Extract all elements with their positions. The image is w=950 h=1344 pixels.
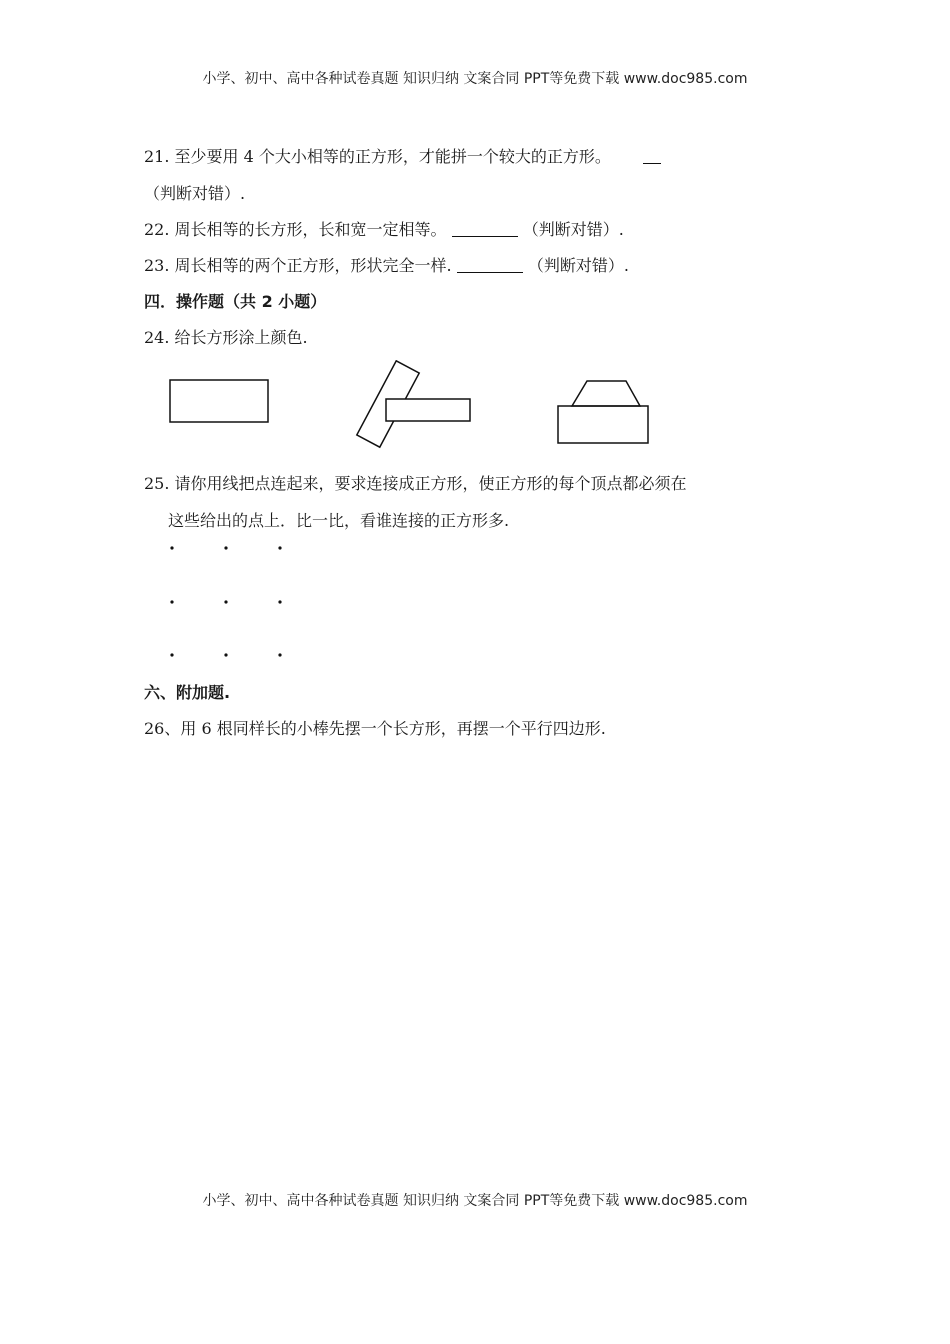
base-rectangle[interactable] [558,406,648,443]
page-footer: 小学、初中、高中各种试卷真题 知识归纳 文案合同 PPT等免费下载 www.doc985.com [202,1193,748,1209]
grid-dot[interactable] [170,653,173,656]
question-25 [144,473,687,495]
question-suffix: （判断对错）. [522,220,624,239]
question-suffix: （判断对错）. [527,256,629,275]
rectangle-figure-1[interactable] [170,380,268,422]
dot-grid [160,535,300,665]
answer-blank[interactable] [457,256,523,273]
grid-dot[interactable] [224,600,227,603]
question-25-line2: 这些给出的点上．比一比，看谁连接的正方形多. [168,511,510,530]
question-text: 给长方形涂上颜色. [174,328,308,347]
grid-dot[interactable] [170,600,173,603]
question-number: 26、 [144,719,181,738]
horizontal-rectangle[interactable] [386,399,470,421]
question-22 [144,219,624,241]
question-text: 用 6 根同样长的小棒先摆一个长方形，再摆一个平行四边形. [180,719,606,738]
grid-dot[interactable] [278,600,281,603]
section-title-4: 四．操作题（共 2 小题） [144,292,327,311]
page-header: 小学、初中、高中各种试卷真题 知识归纳 文案合同 PPT等免费下载 www.doc985.com [202,71,748,87]
overlapping-figure-2[interactable] [357,361,470,447]
section-title-6: 六、附加题. [144,683,231,702]
answer-blank[interactable] [452,220,518,237]
question-text: 周长相等的长方形，长和宽一定相等。 [174,220,447,239]
shape-figures [160,360,660,450]
question-number: 22. [144,220,170,239]
question-text-line1: 请你用线把点连起来，要求连接成正方形，使正方形的每个顶点都必须在 [174,474,687,493]
grid-dot[interactable] [224,546,227,549]
question-text: 周长相等的两个正方形，形状完全一样. [174,256,452,275]
grid-dot[interactable] [278,546,281,549]
question-number: 23. [144,256,170,275]
question-number: 24. [144,328,170,347]
question-26 [144,718,606,740]
question-number: 21. [144,147,170,166]
grid-dot[interactable] [224,653,227,656]
grid-dot[interactable] [170,546,173,549]
question-23 [144,255,629,277]
question-text: 至少要用 4 个大小相等的正方形，才能拼一个较大的正方形。 [174,147,611,166]
question-21-suffix: （判断对错）. [144,184,246,203]
question-21 [144,146,661,168]
trapezoid-shape[interactable] [572,381,640,406]
question-number: 25. [144,474,170,493]
answer-blank[interactable] [643,147,661,164]
question-24 [144,327,308,349]
trapezoid-rectangle-figure-3[interactable] [558,381,648,443]
grid-dot[interactable] [278,653,281,656]
